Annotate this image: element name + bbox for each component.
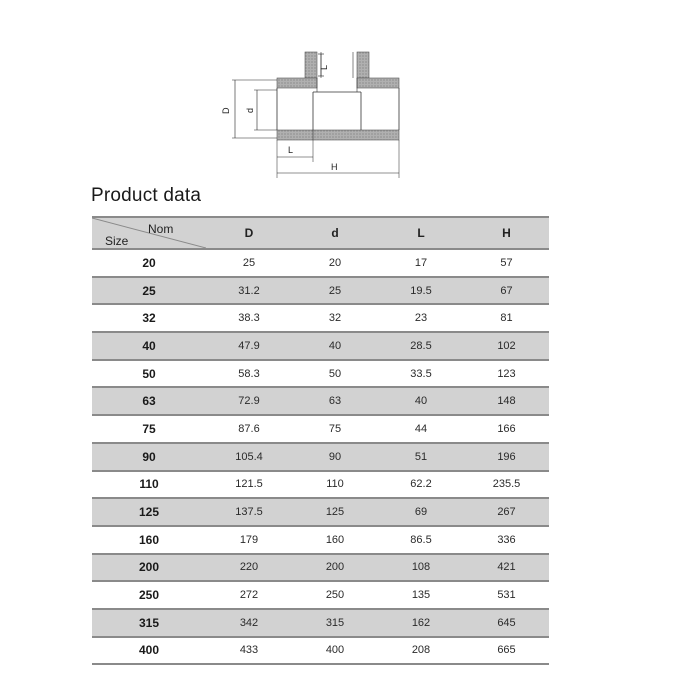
cell-D: 31.2 (206, 277, 292, 305)
column-header-D: D (206, 217, 292, 249)
dim-label-H: H (331, 162, 338, 172)
cell-size: 125 (92, 498, 206, 526)
cell-size: 90 (92, 443, 206, 471)
cell-D: 121.5 (206, 471, 292, 499)
cell-L: 108 (378, 554, 464, 582)
table-body (92, 249, 549, 664)
cell-size: 50 (92, 360, 206, 388)
cell-d: 90 (292, 443, 378, 471)
cell-L: 28.5 (378, 332, 464, 360)
cell-H: 267 (464, 498, 549, 526)
product-data-table (92, 216, 549, 665)
table-row (92, 415, 549, 443)
cell-H: 531 (464, 581, 549, 609)
table-row (92, 387, 549, 415)
cell-H: 421 (464, 554, 549, 582)
cell-size: 40 (92, 332, 206, 360)
table-row (92, 526, 549, 554)
cell-size: 75 (92, 415, 206, 443)
cell-D: 105.4 (206, 443, 292, 471)
cell-size: 20 (92, 249, 206, 277)
corner-header-cell (92, 217, 206, 249)
section-title: Product data (91, 185, 202, 206)
cell-H: 665 (464, 637, 549, 665)
cell-H: 81 (464, 304, 549, 332)
cell-H: 196 (464, 443, 549, 471)
branch-wall-right (357, 52, 369, 78)
cell-size: 400 (92, 637, 206, 665)
table-row (92, 332, 549, 360)
cell-size: 32 (92, 304, 206, 332)
column-header-H: H (464, 217, 549, 249)
branch-wall-left (305, 52, 317, 78)
cell-L: 44 (378, 415, 464, 443)
table-row (92, 360, 549, 388)
cell-H: 336 (464, 526, 549, 554)
cell-d: 125 (292, 498, 378, 526)
cell-d: 75 (292, 415, 378, 443)
cell-size: 25 (92, 277, 206, 305)
cell-D: 47.9 (206, 332, 292, 360)
cell-L: 19.5 (378, 277, 464, 305)
cell-L: 208 (378, 637, 464, 665)
cell-d: 110 (292, 471, 378, 499)
cell-D: 38.3 (206, 304, 292, 332)
cell-d: 315 (292, 609, 378, 637)
cell-size: 63 (92, 387, 206, 415)
cell-H: 102 (464, 332, 549, 360)
dim-label-L-bottom: L (288, 145, 294, 155)
body-wall-top-right (357, 78, 399, 88)
corner-label-nom: Nom (148, 222, 174, 236)
cell-d: 250 (292, 581, 378, 609)
table-row (92, 304, 549, 332)
tee-fitting-diagram (215, 40, 415, 185)
dim-label-D: D (221, 107, 231, 114)
cell-D: 342 (206, 609, 292, 637)
cell-L: 62.2 (378, 471, 464, 499)
dim-label-d: d (245, 107, 255, 113)
cell-D: 272 (206, 581, 292, 609)
cell-H: 166 (464, 415, 549, 443)
cell-D: 220 (206, 554, 292, 582)
cell-size: 200 (92, 554, 206, 582)
corner-label-size: Size (105, 234, 129, 248)
cell-d: 400 (292, 637, 378, 665)
table-row (92, 637, 549, 665)
table-row (92, 581, 549, 609)
dim-label-L-top: L (319, 64, 329, 70)
product-data-table-wrapper (92, 216, 549, 665)
table-row (92, 609, 549, 637)
cell-d: 200 (292, 554, 378, 582)
cell-H: 645 (464, 609, 549, 637)
cell-d: 25 (292, 277, 378, 305)
cell-L: 69 (378, 498, 464, 526)
table-row (92, 277, 549, 305)
column-header-L: L (378, 217, 464, 249)
table-header (92, 217, 549, 249)
column-header-d: d (292, 217, 378, 249)
cell-D: 87.6 (206, 415, 292, 443)
cell-H: 235.5 (464, 471, 549, 499)
cell-L: 33.5 (378, 360, 464, 388)
cell-D: 433 (206, 637, 292, 665)
cell-size: 160 (92, 526, 206, 554)
table-row (92, 443, 549, 471)
table-row (92, 249, 549, 277)
cell-H: 57 (464, 249, 549, 277)
cell-d: 20 (292, 249, 378, 277)
header-row (92, 217, 549, 249)
cell-L: 23 (378, 304, 464, 332)
cell-size: 315 (92, 609, 206, 637)
cell-L: 51 (378, 443, 464, 471)
cell-size: 110 (92, 471, 206, 499)
cell-d: 50 (292, 360, 378, 388)
cell-H: 148 (464, 387, 549, 415)
cell-L: 135 (378, 581, 464, 609)
body-wall-top-left (277, 78, 317, 88)
cell-D: 72.9 (206, 387, 292, 415)
table-row (92, 471, 549, 499)
cell-L: 86.5 (378, 526, 464, 554)
cell-D: 137.5 (206, 498, 292, 526)
cell-d: 32 (292, 304, 378, 332)
table-row (92, 554, 549, 582)
table-row (92, 498, 549, 526)
cell-D: 179 (206, 526, 292, 554)
cell-D: 25 (206, 249, 292, 277)
cell-d: 63 (292, 387, 378, 415)
cell-D: 58.3 (206, 360, 292, 388)
cell-L: 162 (378, 609, 464, 637)
cell-size: 250 (92, 581, 206, 609)
cell-L: 17 (378, 249, 464, 277)
cell-H: 123 (464, 360, 549, 388)
cell-H: 67 (464, 277, 549, 305)
body-wall-bottom (277, 130, 399, 140)
cell-L: 40 (378, 387, 464, 415)
cell-d: 160 (292, 526, 378, 554)
tee-cross-section-drawing (215, 40, 415, 185)
cell-d: 40 (292, 332, 378, 360)
